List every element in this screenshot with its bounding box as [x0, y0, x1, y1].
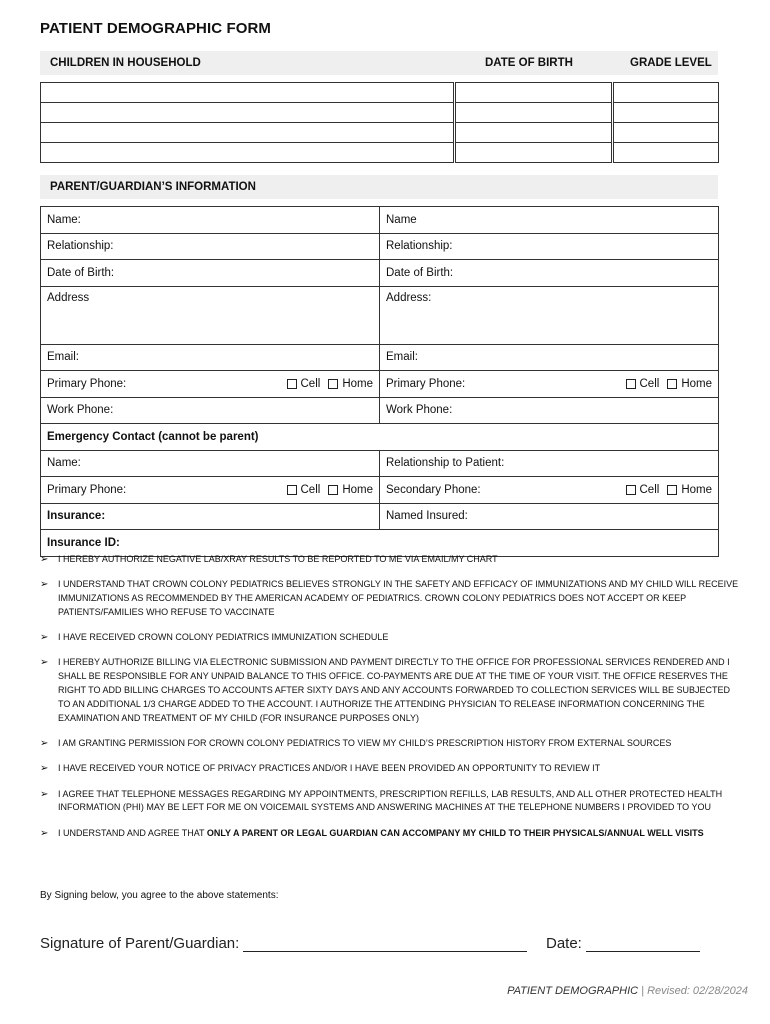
- table-row: [41, 503, 719, 530]
- cell-label: Cell: [639, 377, 660, 390]
- sign-note: By Signing below, you agree to the above statements:: [40, 890, 279, 901]
- home-checkbox[interactable]: [328, 379, 338, 389]
- secondary-phone-label: Secondary Phone:: [386, 483, 481, 496]
- footer-revised: Revised: 02/28/2024: [647, 985, 748, 997]
- list-item: ➢ I AM GRANTING PERMISSION FOR CROWN COLONY PEDIATRICS TO VIEW MY CHILD’S PRESCRIPTION HISTORY FROM EXTERNAL SOURCES: [40, 737, 672, 749]
- date-field[interactable]: [586, 935, 700, 952]
- arrow-bullet-icon: ➢: [40, 632, 49, 644]
- list-item: ➢ I UNDERSTAND AND AGREE THAT ONLY A PARENT OR LEGAL GUARDIAN CAN ACCOMPANY MY CHILD TO THEIR PHYSICALS/ANNUAL WELL VISITS: [40, 827, 704, 839]
- named-insured-field[interactable]: Named Insured:: [380, 503, 719, 530]
- table-row: [41, 207, 719, 234]
- cell-label: Cell: [300, 483, 321, 496]
- guardian-table: [40, 206, 719, 557]
- guardian1-address-field[interactable]: Address: [41, 286, 380, 344]
- child-grade-field[interactable]: [614, 103, 719, 123]
- cell-checkbox[interactable]: [287, 485, 297, 495]
- footer-separator: |: [641, 985, 645, 997]
- list-item: ➢ I UNDERSTAND THAT CROWN COLONY PEDIATRICS BELIEVES STRONGLY IN THE SAFETY AND EFFICACY OF IMMUNIZATIONS AND MY CHILD WILL RECEIVE IMMUNIZATIONS AS RECOMMENDED BY THE AMERICAN ACADEMY OF PEDIATRICS. CROWN COLONY PEDIATRICS DOES NOT ACCEPT OR KEEP PATIENTS/FAMILIES WHO REFUSE TO VACCINATE: [40, 579, 739, 617]
- child-grade-field[interactable]: [614, 83, 719, 103]
- insurance-field[interactable]: Insurance:: [41, 503, 380, 530]
- list-item: ➢ I HEREBY AUTHORIZE NEGATIVE LAB/XRAY RESULTS TO BE REPORTED TO ME VIA EMAIL/MY CHART: [40, 554, 498, 565]
- table-row: [41, 450, 719, 477]
- emergency-primary-phone-field[interactable]: [41, 477, 380, 504]
- table-row: [41, 371, 719, 398]
- footer-doc-name: PATIENT DEMOGRAPHIC: [507, 985, 639, 997]
- guardian-header-label: PARENT/GUARDIAN’S INFORMATION: [50, 181, 256, 193]
- list-item: ➢ I HAVE RECEIVED YOUR NOTICE OF PRIVACY PRACTICES AND/OR I HAVE BEEN PROVIDED AN OPPORTUNITY TO REVIEW IT: [40, 763, 601, 775]
- list-item: ➢ I HAVE RECEIVED CROWN COLONY PEDIATRICS IMMUNIZATION SCHEDULE: [40, 632, 389, 644]
- child-dob-field[interactable]: [456, 83, 612, 103]
- child-dob-field[interactable]: [456, 103, 612, 123]
- emergency-secondary-phone-field[interactable]: [380, 477, 719, 504]
- guardian2-primary-phone-field[interactable]: [380, 371, 719, 398]
- table-row: [41, 260, 719, 287]
- child-dob-field[interactable]: [456, 123, 612, 143]
- guardian2-name-field[interactable]: Name: [380, 207, 719, 234]
- guardian2-address-field[interactable]: Address:: [380, 286, 719, 344]
- home-label: Home: [342, 377, 373, 390]
- child-name-field[interactable]: [41, 143, 454, 163]
- child-name-field[interactable]: [41, 123, 454, 143]
- emergency-name-field[interactable]: Name:: [41, 450, 380, 477]
- dob-column-label: DATE OF BIRTH: [485, 57, 573, 69]
- arrow-bullet-icon: ➢: [40, 579, 49, 591]
- table-row: [41, 233, 719, 260]
- table-row: [41, 397, 719, 424]
- table-row: [41, 344, 719, 371]
- table-row: [41, 103, 719, 123]
- arrow-bullet-icon: ➢: [40, 763, 49, 775]
- table-row: [41, 83, 719, 103]
- cell-checkbox[interactable]: [287, 379, 297, 389]
- cell-label: Cell: [300, 377, 321, 390]
- emergency-relationship-field[interactable]: Relationship to Patient:: [380, 450, 719, 477]
- guardian2-work-phone-field[interactable]: Work Phone:: [380, 397, 719, 424]
- guardian-requirement-text: ONLY A PARENT OR LEGAL GUARDIAN CAN ACCOMPANY MY CHILD TO THEIR PHYSICALS/ANNUAL WELL VISITS: [206, 827, 704, 838]
- guardian1-primary-phone-field[interactable]: [41, 371, 380, 398]
- emergency-contact-heading: Emergency Contact (cannot be parent): [41, 424, 719, 451]
- cell-checkbox[interactable]: [626, 379, 636, 389]
- guardian1-relationship-field[interactable]: Relationship:: [41, 233, 380, 260]
- cell-checkbox[interactable]: [626, 485, 636, 495]
- arrow-bullet-icon: ➢: [40, 737, 49, 749]
- insurance-id-field[interactable]: Insurance ID:: [41, 530, 719, 557]
- table-row: [41, 123, 719, 143]
- guardian1-dob-field[interactable]: Date of Birth:: [41, 260, 380, 287]
- guardian2-email-field[interactable]: Email:: [380, 344, 719, 371]
- guardian1-email-field[interactable]: Email:: [41, 344, 380, 371]
- date-label: Date:: [546, 935, 582, 952]
- children-table: [40, 82, 719, 163]
- home-label: Home: [681, 377, 712, 390]
- table-row: [41, 477, 719, 504]
- arrow-bullet-icon: ➢: [40, 554, 49, 565]
- child-grade-field[interactable]: [614, 143, 719, 163]
- cell-label: Cell: [639, 483, 660, 496]
- arrow-bullet-icon: ➢: [40, 788, 49, 800]
- home-label: Home: [681, 483, 712, 496]
- guardian2-relationship-field[interactable]: Relationship:: [380, 233, 719, 260]
- list-item: ➢ I HEREBY AUTHORIZE BILLING VIA ELECTRONIC SUBMISSION AND PAYMENT DIRECTLY TO THE OFFICE FOR PROFESSIONAL SERVICES RENDERED AND I SHALL BE RESPONSIBLE FOR ANY UNPAID BALANCE TO THIS OFFICE. CO-PAYMENTS ARE DUE AT THE TIME OF YOUR VISIT. THE OFFICE RESERVES THE RIGHT TO ADD BILLING CHARGES TO ACCOUNTS AFTER SIXTY DAYS AND ANY ACCOUNTS FORWARDED TO COLLECTION SERVICES WILL BE SUBJECTED TO AN ADDITIONAL 1/3 CHARGE ADDED TO THE ACCOUNT. I AUTHORIZE THE ATTENDING PHYSICIAN TO RELEASE INFORMATION CONCERNING THE EXAMINATION AND TREATMENT OF MY CHILD (FOR INSURANCE PURPOSES ONLY): [40, 657, 730, 723]
- footer: [507, 985, 748, 997]
- children-header: [40, 51, 718, 75]
- home-checkbox[interactable]: [328, 485, 338, 495]
- arrow-bullet-icon: ➢: [40, 657, 49, 669]
- home-label: Home: [342, 483, 373, 496]
- primary-phone-label: Primary Phone:: [386, 377, 466, 390]
- authorization-statements: [40, 553, 740, 852]
- grade-column-label: GRADE LEVEL: [630, 57, 712, 69]
- primary-phone-label: Primary Phone:: [47, 483, 127, 496]
- table-row: [41, 424, 719, 451]
- guardian1-name-field[interactable]: Name:: [41, 207, 380, 234]
- list-item: ➢ I AGREE THAT TELEPHONE MESSAGES REGARDING MY APPOINTMENTS, PRESCRIPTION REFILLS, LAB RESULTS, AND ALL OTHER PROTECTED HEALTH INFORMATION (PHI) MAY BE LEFT FOR ME ON VOICEMAIL SYSTEMS AND ANSWERING MACHINES AT THE TELEPHONE NUMBERS I PROVIDED TO YOU: [40, 788, 723, 813]
- home-checkbox[interactable]: [667, 485, 677, 495]
- children-column-label: CHILDREN IN HOUSEHOLD: [50, 57, 201, 69]
- signature-field[interactable]: [243, 935, 527, 952]
- guardian-header: [40, 175, 718, 199]
- page-title: PATIENT DEMOGRAPHIC FORM: [40, 20, 272, 37]
- signature-section: [40, 935, 527, 952]
- arrow-bullet-icon: ➢: [40, 827, 49, 839]
- child-name-field[interactable]: [41, 103, 454, 123]
- signature-label: Signature of Parent/Guardian:: [40, 935, 240, 952]
- home-checkbox[interactable]: [667, 379, 677, 389]
- child-dob-field[interactable]: [456, 143, 612, 163]
- guardian2-dob-field[interactable]: Date of Birth:: [380, 260, 719, 287]
- table-row: [41, 143, 719, 163]
- primary-phone-label: Primary Phone:: [47, 377, 127, 390]
- date-section: [546, 935, 700, 952]
- child-grade-field[interactable]: [614, 123, 719, 143]
- table-row: [41, 286, 719, 344]
- child-name-field[interactable]: [41, 83, 454, 103]
- guardian1-work-phone-field[interactable]: Work Phone:: [41, 397, 380, 424]
